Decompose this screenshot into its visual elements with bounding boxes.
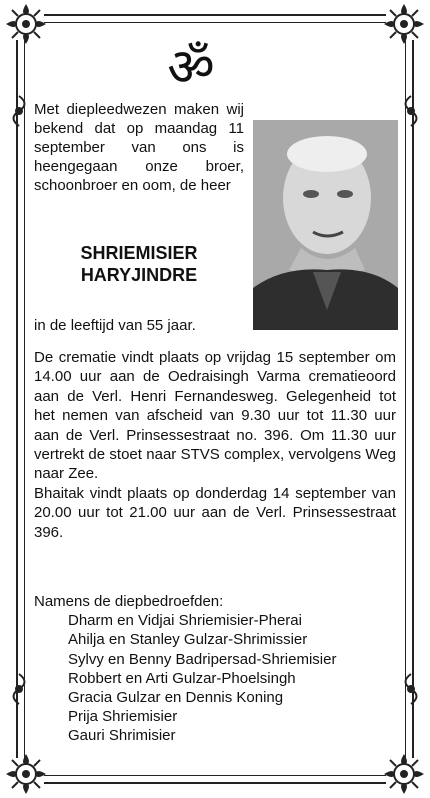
corner-flower-icon — [380, 750, 428, 798]
age-line: in de leeftijd van 55 jaar. — [34, 317, 196, 334]
side-ornament-icon — [2, 672, 36, 706]
cremation-paragraph: De crematie vindt plaats op vrijdag 15 september om 14.00 uur aan de Oedraisingh Varma crematieoord aan de Verl. Henri Fernandesweg. Gelegenheid tot het nemen van afscheid van 9.30 uur tot 11.30 uur aan de Verl. Prinsessestraat no. 396. Om 11.30 uur vertrekt de stoet naar STVS complex, vervolgens Weg naar Zee. — [34, 349, 396, 483]
om-symbol: ॐ — [167, 38, 215, 98]
side-ornament-icon — [394, 94, 428, 128]
name-line-2: HARYJINDRE — [80, 265, 198, 285]
list-item: Sylvy en Benny Badripersad-Shriemisier — [68, 650, 337, 668]
announcement-intro — [34, 100, 244, 195]
bhaitak-paragraph: Bhaitak vindt plaats op donderdag 14 september van 20.00 uur tot 21.00 uur aan de Verl. Prinsessestraat 396. — [34, 484, 396, 541]
deceased-name — [34, 242, 244, 286]
portrait-silhouette-icon — [253, 120, 398, 330]
corner-flower-icon — [380, 0, 428, 48]
corner-flower-icon — [2, 750, 50, 798]
border-bottom — [44, 775, 386, 784]
border-top — [44, 14, 386, 23]
border-left — [16, 40, 25, 758]
mourners-header: Namens de diepbedroefden: — [34, 593, 224, 610]
side-ornament-icon — [394, 672, 428, 706]
list-item: Ahilja en Stanley Gulzar-Shrimissier — [68, 631, 308, 649]
intro-text: Met diepleedwezen maken wij bekend dat op maandag 11 september van ons is heengegaan onze broer, schoonbroer en oom, de heer — [34, 101, 244, 194]
mourners-list — [34, 611, 396, 745]
border-right — [405, 40, 414, 758]
list-item: Gracia Gulzar en Dennis Koning — [68, 689, 284, 707]
portrait-photo — [253, 120, 398, 330]
funeral-details — [34, 348, 396, 542]
name-line-1: SHRIEMISIER — [80, 243, 198, 263]
list-item: Dharm en Vidjai Shriemisier-Pherai — [68, 612, 302, 630]
mourners-section — [34, 592, 396, 746]
list-item: Gauri Shrimisier — [68, 727, 176, 745]
list-item: Robbert en Arti Gulzar-Phoelsingh — [68, 669, 296, 687]
om-symbol-icon — [156, 38, 226, 98]
side-ornament-icon — [2, 94, 36, 128]
list-item: Prija Shriemisier — [68, 708, 178, 726]
corner-flower-icon — [2, 0, 50, 48]
